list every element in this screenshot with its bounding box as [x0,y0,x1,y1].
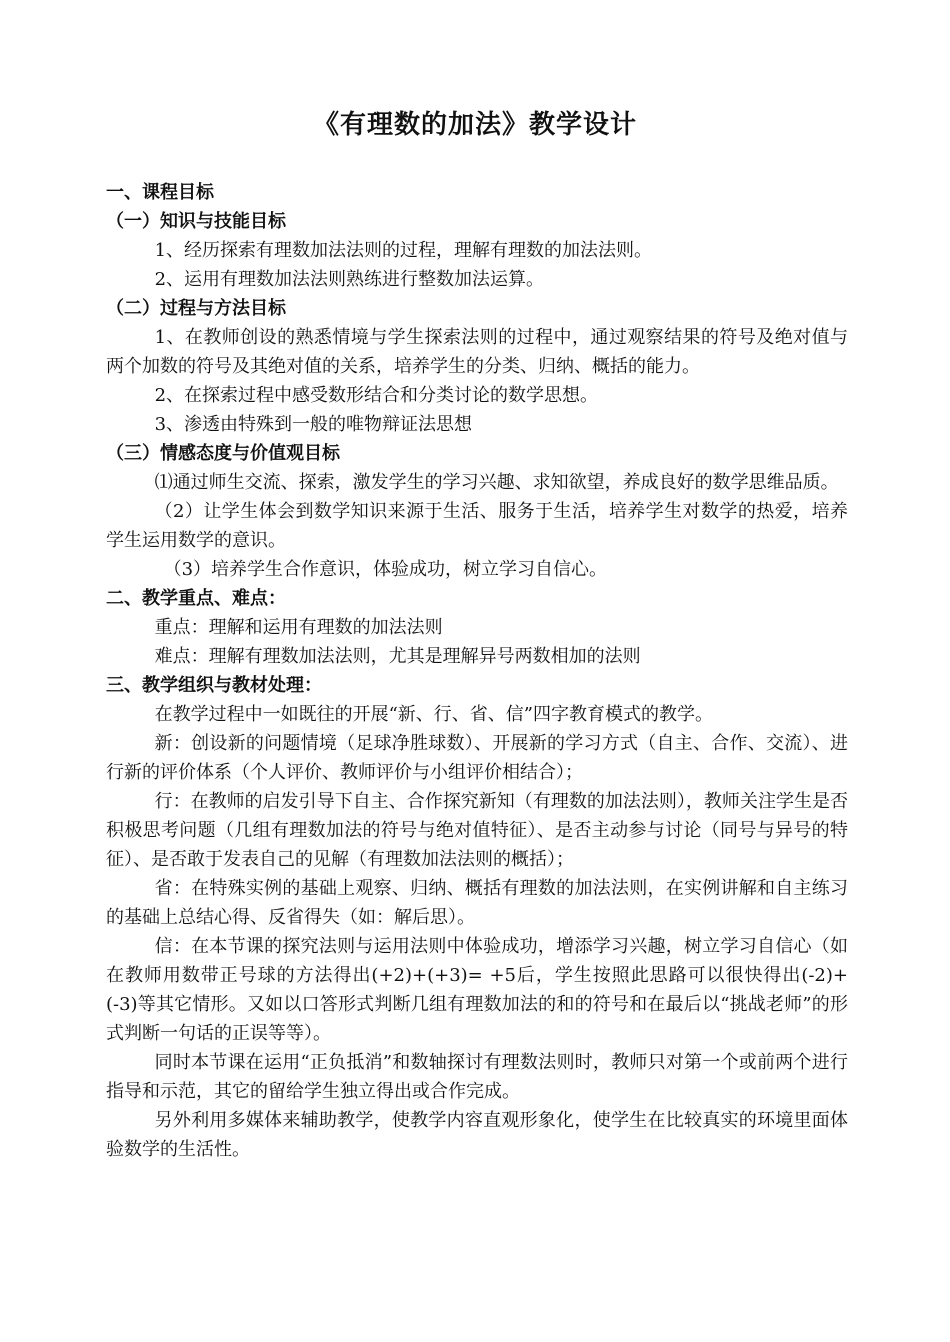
paragraph: 3、渗透由特殊到一般的唯物辩证法思想 [154,414,473,435]
paragraph: 省：在特殊实例的基础上观察、归纳、概括有理数的加法法则，在实例讲解和自主练习的基础上总结心得、反省得失（如：解后思）。 [106,878,848,928]
paragraph: 在教学过程中一如既往的开展“新、行、省、信”四字教育模式的教学。 [154,704,713,725]
subsection-heading-knowledge-skills: （一）知识与技能目标 [106,211,286,232]
paragraph: ⑴通过师生交流、探索，激发学生的学习兴趣、求知欲望，养成良好的数学思维品质。 [154,472,839,493]
paragraph: 2、在探索过程中感受数形结合和分类讨论的数学思想。 [154,385,599,406]
paragraph: 1、经历探索有理数加法法则的过程，理解有理数的加法法则。 [154,240,653,261]
paragraph: 同时本节课在运用“正负抵消”和数轴探讨有理数法则时，教师只对第一个或前两个进行指导和示范，其它的留给学生独立得出或合作完成。 [106,1052,848,1102]
paragraph: （2）让学生体会到数学知识来源于生活、服务于生活，培养学生对数学的热爱，培养学生运用数学的意识。 [106,501,848,551]
section-heading-key-points: 二、教学重点、难点： [106,588,286,609]
section-heading-course-goals: 一、课程目标 [106,182,214,203]
paragraph: 信：在本节课的探究法则与运用法则中体验成功，增添学习兴趣，树立学习自信心（如在教师用数带正号球的方法得出(+2)+(+3)= +5后，学生按照此思路可以很快得出(-2)+(-3)等其它情形。又如以口答形式判断几组有理数加法的和的符号和在最后以“挑战老师”的形式判断一句话的正误等等）。 [106,936,848,1044]
paragraph: （3）培养学生合作意识，体验成功，树立学习自信心。 [163,559,608,580]
section-heading-organization: 三、教学组织与教材处理： [106,675,322,696]
paragraph: 难点：理解有理数加法法则，尤其是理解异号两数相加的法则 [154,646,641,667]
paragraph: 1、在教师创设的熟悉情境与学生探索法则的过程中，通过观察结果的符号及绝对值与两个加数的符号及其绝对值的关系，培养学生的分类、归纳、概括的能力。 [106,327,848,377]
subsection-heading-process-methods: （二）过程与方法目标 [106,298,286,319]
paragraph: 2、运用有理数加法法则熟练进行整数加法运算。 [154,269,545,290]
document-body [106,178,848,1164]
paragraph: 行：在教师的启发引导下自主、合作探究新知（有理数的加法法则），教师关注学生是否积极思考问题（几组有理数加法的符号与绝对值特征）、是否主动参与讨论（同号与异号的特征）、是否敢于发表自己的见解（有理数加法法则的概括）； [106,791,848,870]
paragraph: 重点：理解和运用有理数的加法法则 [154,617,443,638]
paragraph: 另外利用多媒体来辅助教学，使教学内容直观形象化，使学生在比较真实的环境里面体验数学的生活性。 [106,1110,848,1160]
subsection-heading-attitudes-values: （三）情感态度与价值观目标 [106,443,340,464]
document-title: 《有理数的加法》教学设计 [312,110,637,140]
paragraph: 新：创设新的问题情境（足球净胜球数）、开展新的学习方式（自主、合作、交流）、进行新的评价体系（个人评价、教师评价与小组评价相结合）； [106,733,848,783]
